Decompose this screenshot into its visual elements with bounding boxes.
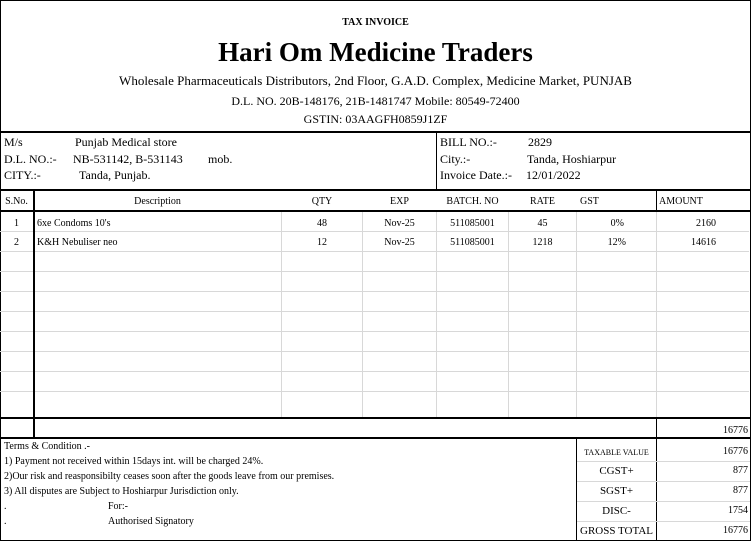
taxable-label: TAXABLE VALUE (584, 448, 649, 457)
doc-type: TAX INVOICE (342, 17, 409, 28)
col-desc-header: Description (134, 196, 181, 207)
row2-sno: 2 (14, 237, 19, 248)
row1-exp: Nov-25 (384, 218, 415, 229)
col-gst-header: GST (580, 196, 599, 207)
invoice-date: 12/01/2022 (526, 168, 581, 182)
company-address: Wholesale Pharmaceuticals Distributors, 2nd Floor, G.A.D. Complex, Medicine Market, PUNJAB (119, 73, 632, 88)
col-rate-header: RATE (530, 196, 555, 207)
bill-no-label: BILL NO.:- (440, 135, 497, 149)
customer-city: Tanda, Punjab. (79, 168, 151, 182)
row1-rate: 45 (537, 218, 548, 229)
disc-value: 1754 (728, 505, 748, 516)
row2-batch: 511085001 (450, 237, 495, 248)
cgst-value: 877 (733, 465, 748, 476)
terms-dot-2: . (4, 516, 7, 527)
bill-no: 2829 (528, 135, 552, 149)
row2-exp: Nov-25 (384, 237, 415, 248)
terms-line-1: 1) Payment not received within 15days int. will be charged 24%. (4, 456, 264, 467)
sgst-label: SGST+ (599, 485, 634, 497)
terms-line-3: 3) All disputes are Subject to Hoshiarpur Jurisdiction only. (4, 486, 239, 497)
gstin-line: GSTIN: 03AAGFH0859J1ZF (303, 112, 448, 126)
row2-rate: 1218 (532, 237, 553, 248)
dl-label: D.L. NO.:- (4, 152, 57, 166)
row2-gst: 12% (607, 237, 626, 248)
subtotal: 16776 (723, 425, 748, 436)
city-label: CITY.:- (4, 168, 41, 182)
authorised-signatory: Authorised Signatory (108, 516, 194, 527)
disc-label: DISC- (602, 505, 631, 517)
dl-mobile-line: D.L. NO. 20B-148176, 21B-1481747 Mobile: 80549-72400 (231, 94, 520, 108)
row2-desc: K&H Nebuliser neo (37, 237, 118, 248)
gross-total-value: 16776 (723, 525, 748, 536)
col-batch-header: BATCH. NO (446, 196, 499, 207)
row2-amount: 14616 (691, 237, 716, 248)
row1-gst: 0% (610, 218, 624, 229)
sgst-value: 877 (733, 485, 748, 496)
row1-qty: 48 (317, 218, 327, 229)
row1-batch: 511085001 (450, 218, 495, 229)
invoice-date-label: Invoice Date.:- (440, 168, 512, 182)
col-exp-header: EXP (390, 196, 409, 207)
col-sno-header: S.No. (5, 196, 28, 207)
gross-total-label: GROSS TOTAL (580, 525, 653, 537)
customer-name: Punjab Medical store (75, 135, 177, 149)
ms-label: M/s (4, 135, 23, 149)
customer-dl: NB-531142, B-531143 (73, 152, 183, 166)
company-name: Hari Om Medicine Traders (218, 37, 533, 67)
mob-label: mob. (208, 152, 233, 166)
bill-city: Tanda, Hoshiarpur (527, 152, 617, 166)
terms-line-2: 2)Our risk and reasponsibilty ceases soon after the goods leave from our premises. (4, 471, 335, 482)
col-qty-header: QTY (311, 196, 333, 207)
row1-sno: 1 (14, 218, 19, 229)
taxable-value: 16776 (723, 446, 748, 457)
row2-qty: 12 (317, 237, 327, 248)
col-amount-header: AMOUNT (659, 196, 703, 207)
bill-city-label: City.:- (440, 152, 471, 166)
for-label: For:- (108, 501, 128, 512)
row1-desc: 6xe Condoms 10's (37, 218, 111, 229)
row1-amount: 2160 (696, 218, 716, 229)
terms-title: Terms & Condition .- (4, 441, 90, 452)
cgst-label: CGST+ (599, 465, 634, 477)
terms-dot-1: . (4, 501, 7, 512)
